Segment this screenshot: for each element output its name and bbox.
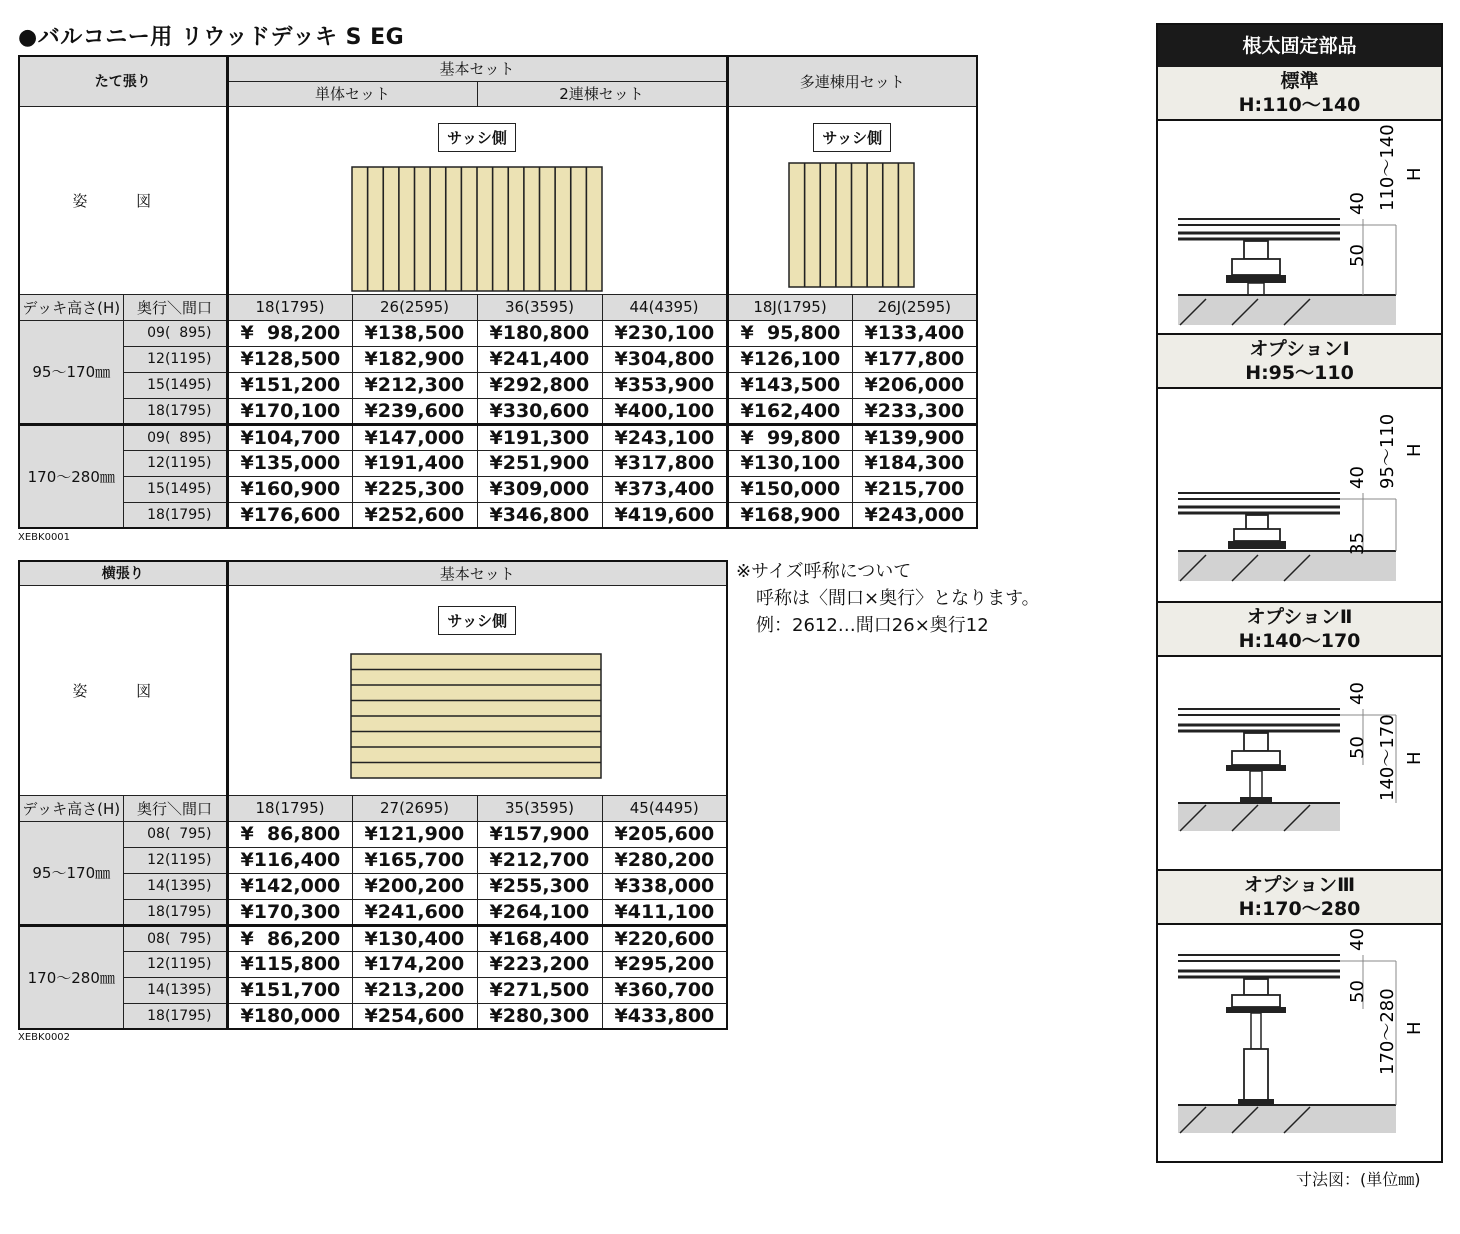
table-row — [19, 502, 977, 528]
price-cell: ¥142,000 — [227, 873, 352, 899]
price-cell: ¥206,000 — [852, 372, 977, 398]
price-cell: ¥220,600 — [602, 925, 727, 951]
dim-label: 95～110 — [1377, 413, 1398, 489]
section-name: 標準 — [1280, 70, 1319, 92]
price-cell: ¥ 98,200 — [227, 320, 352, 346]
price-cell: ¥419,600 — [602, 502, 727, 528]
column-header: 36(3595) — [477, 294, 602, 320]
depth-width-header: 奥行＼間口 — [123, 795, 227, 821]
price-cell: ¥121,900 — [352, 821, 477, 847]
dim-label: 110～140 — [1377, 124, 1398, 211]
vertical-deck-drawing-multi — [788, 162, 916, 290]
table2-code: XEBK0002 — [18, 1032, 71, 1043]
table1-code: XEBK0001 — [18, 532, 71, 543]
deck-height-cell: 170～280㎜ — [19, 925, 123, 1029]
price-cell: ¥162,400 — [727, 398, 852, 424]
depth-cell: 18(1795) — [123, 899, 227, 925]
price-cell: ¥338,000 — [602, 873, 727, 899]
table1-corner: たて張り — [19, 56, 227, 106]
table-row — [19, 899, 727, 925]
price-cell: ¥213,200 — [352, 977, 477, 1003]
depth-cell: 18(1795) — [123, 1003, 227, 1029]
price-cell: ¥135,000 — [227, 450, 352, 476]
table1-multi-set: 多連棟用セット — [727, 56, 977, 106]
table-row — [19, 847, 727, 873]
price-cell: ¥271,500 — [477, 977, 602, 1003]
vertical-deck-figure-main — [227, 106, 727, 294]
price-cell: ¥115,800 — [227, 951, 352, 977]
price-cell: ¥205,600 — [602, 821, 727, 847]
note-line: 呼称は〈間口×奥行〉となります。 — [756, 588, 1040, 609]
dim-label: H — [1404, 751, 1425, 765]
horizontal-deck-figure — [227, 585, 727, 795]
dim-label: H — [1404, 167, 1425, 181]
dim-label: 50 — [1347, 244, 1368, 267]
price-cell: ¥304,800 — [602, 346, 727, 372]
price-cell: ¥170,100 — [227, 398, 352, 424]
section-figure-option-1 — [1158, 389, 1441, 601]
price-cell: ¥239,600 — [352, 398, 477, 424]
price-cell: ¥147,000 — [352, 424, 477, 450]
vertical-deck-figure-multi — [727, 106, 977, 294]
depth-cell: 14(1395) — [123, 873, 227, 899]
size-naming-note — [736, 558, 1040, 639]
table-row — [19, 398, 977, 424]
price-cell: ¥182,900 — [352, 346, 477, 372]
price-cell: ¥353,900 — [602, 372, 727, 398]
price-cell: ¥241,400 — [477, 346, 602, 372]
dim-label: H — [1404, 1021, 1425, 1035]
section-header-standard — [1158, 67, 1441, 121]
price-cell: ¥252,600 — [352, 502, 477, 528]
section-name: オプションⅢ — [1243, 874, 1356, 896]
depth-cell: 18(1795) — [123, 398, 227, 424]
price-cell: ¥433,800 — [602, 1003, 727, 1029]
price-cell: ¥360,700 — [602, 977, 727, 1003]
section-range: H:110～140 — [1238, 94, 1361, 116]
column-header: 35(3595) — [477, 795, 602, 821]
price-cell: ¥280,300 — [477, 1003, 602, 1029]
price-cell: ¥ 86,800 — [227, 821, 352, 847]
option1-bracket-diagram — [1158, 389, 1441, 601]
section-name: オプションⅠ — [1249, 338, 1350, 360]
price-cell: ¥280,200 — [602, 847, 727, 873]
column-header: 26(2595) — [352, 294, 477, 320]
price-cell: ¥180,000 — [227, 1003, 352, 1029]
section-figure-option-3 — [1158, 925, 1441, 1139]
price-cell: ¥230,100 — [602, 320, 727, 346]
price-cell: ¥170,300 — [227, 899, 352, 925]
table1-basic-set: 基本セット — [227, 56, 727, 81]
column-header: 18(1795) — [227, 795, 352, 821]
column-header: 27(2695) — [352, 795, 477, 821]
section-range: H:95～110 — [1245, 362, 1354, 384]
price-cell: ¥126,100 — [727, 346, 852, 372]
price-cell: ¥139,900 — [852, 424, 977, 450]
price-cell: ¥151,200 — [227, 372, 352, 398]
section-figure-standard — [1158, 121, 1441, 333]
price-cell: ¥292,800 — [477, 372, 602, 398]
section-header-option-3 — [1158, 869, 1441, 925]
option2-bracket-diagram — [1158, 657, 1441, 869]
price-cell: ¥176,600 — [227, 502, 352, 528]
standard-bracket-diagram — [1158, 121, 1441, 333]
price-cell: ¥191,300 — [477, 424, 602, 450]
column-header: 44(4395) — [602, 294, 727, 320]
price-cell: ¥ 99,800 — [727, 424, 852, 450]
price-cell: ¥133,400 — [852, 320, 977, 346]
table-row — [19, 977, 727, 1003]
price-cell: ¥150,000 — [727, 476, 852, 502]
price-cell: ¥157,900 — [477, 821, 602, 847]
vertical-deck-price-table — [18, 55, 978, 529]
table-row — [19, 873, 727, 899]
table-row — [19, 476, 977, 502]
price-cell: ¥243,100 — [602, 424, 727, 450]
dim-label: 50 — [1347, 980, 1368, 1003]
price-cell: ¥ 86,200 — [227, 925, 352, 951]
depth-cell: 12(1195) — [123, 951, 227, 977]
price-cell: ¥373,400 — [602, 476, 727, 502]
price-cell: ¥243,000 — [852, 502, 977, 528]
price-cell: ¥177,800 — [852, 346, 977, 372]
section-range: H:140～170 — [1238, 630, 1361, 652]
horizontal-deck-price-table — [18, 560, 728, 1030]
depth-width-header: 奥行＼間口 — [123, 294, 227, 320]
price-cell: ¥128,500 — [227, 346, 352, 372]
price-cell: ¥241,600 — [352, 899, 477, 925]
section-range: H:170～280 — [1238, 898, 1361, 920]
price-cell: ¥411,100 — [602, 899, 727, 925]
price-cell: ¥138,500 — [352, 320, 477, 346]
height-header: デッキ高さ(H) — [19, 294, 123, 320]
table-row — [19, 424, 977, 450]
price-cell: ¥330,600 — [477, 398, 602, 424]
price-cell: ¥130,100 — [727, 450, 852, 476]
depth-cell: 09( 895) — [123, 424, 227, 450]
price-cell: ¥346,800 — [477, 502, 602, 528]
horizontal-deck-drawing — [350, 653, 604, 781]
price-cell: ¥225,300 — [352, 476, 477, 502]
table-row — [19, 1003, 727, 1029]
price-cell: ¥400,100 — [602, 398, 727, 424]
price-cell: ¥309,000 — [477, 476, 602, 502]
height-header: デッキ高さ(H) — [19, 795, 123, 821]
sash-side-label: サッシ側 — [438, 123, 516, 152]
price-cell: ¥165,700 — [352, 847, 477, 873]
unit-note: 寸法図：(単位㎜) — [1296, 1170, 1421, 1189]
price-cell: ¥130,400 — [352, 925, 477, 951]
price-cell: ¥254,600 — [352, 1003, 477, 1029]
depth-cell: 18(1795) — [123, 502, 227, 528]
table-row — [19, 450, 977, 476]
price-cell: ¥116,400 — [227, 847, 352, 873]
section-header-option-1 — [1158, 333, 1441, 389]
section-header-option-2 — [1158, 601, 1441, 657]
depth-cell: 08( 795) — [123, 821, 227, 847]
table-row — [19, 320, 977, 346]
dim-label: 50 — [1347, 736, 1368, 759]
price-cell: ¥184,300 — [852, 450, 977, 476]
table-row — [19, 925, 727, 951]
table-row — [19, 372, 977, 398]
price-cell: ¥200,200 — [352, 873, 477, 899]
dim-label: H — [1404, 443, 1425, 457]
table1-figure-label: 姿 図 — [19, 106, 227, 294]
table2-basic-set: 基本セット — [227, 561, 727, 585]
price-cell: ¥180,800 — [477, 320, 602, 346]
table2-corner: 横張り — [19, 561, 227, 585]
price-cell: ¥104,700 — [227, 424, 352, 450]
sash-side-label-multi: サッシ側 — [813, 123, 891, 152]
column-header: 18J(1795) — [727, 294, 852, 320]
table2-figure-label: 姿 図 — [19, 585, 227, 795]
price-cell: ¥191,400 — [352, 450, 477, 476]
depth-cell: 12(1195) — [123, 450, 227, 476]
section-figure-option-2 — [1158, 657, 1441, 869]
table1-double-set: 2連棟セット — [477, 81, 727, 106]
side-panel-title: 根太固定部品 — [1158, 25, 1441, 67]
price-cell: ¥151,700 — [227, 977, 352, 1003]
table1-single-set: 単体セット — [227, 81, 477, 106]
price-cell: ¥233,300 — [852, 398, 977, 424]
note-line: 例：2612…間口26×奥行12 — [756, 615, 989, 636]
section-name: オプションⅡ — [1246, 606, 1353, 628]
price-cell: ¥174,200 — [352, 951, 477, 977]
dim-label: 170～280 — [1377, 988, 1398, 1075]
price-cell: ¥ 95,800 — [727, 320, 852, 346]
price-cell: ¥223,200 — [477, 951, 602, 977]
depth-cell: 09( 895) — [123, 320, 227, 346]
price-cell: ¥317,800 — [602, 450, 727, 476]
option3-bracket-diagram — [1158, 925, 1441, 1139]
depth-cell: 12(1195) — [123, 346, 227, 372]
depth-cell: 08( 795) — [123, 925, 227, 951]
column-header: 45(4495) — [602, 795, 727, 821]
depth-cell: 12(1195) — [123, 847, 227, 873]
dim-label: 40 — [1347, 928, 1368, 951]
note-line: ※サイズ呼称について — [736, 561, 912, 582]
page-title: ●バルコニー用 リウッドデッキ S EG — [18, 25, 405, 50]
table-row — [19, 951, 727, 977]
sash-side-label: サッシ側 — [438, 606, 516, 635]
price-cell: ¥295,200 — [602, 951, 727, 977]
price-cell: ¥143,500 — [727, 372, 852, 398]
depth-cell: 14(1395) — [123, 977, 227, 1003]
joist-fixing-parts-panel — [1156, 23, 1443, 1163]
dim-label: 140～170 — [1377, 714, 1398, 801]
price-cell: ¥168,900 — [727, 502, 852, 528]
dim-label: 40 — [1347, 682, 1368, 705]
dim-label: 40 — [1347, 466, 1368, 489]
table-row — [19, 821, 727, 847]
price-cell: ¥255,300 — [477, 873, 602, 899]
price-cell: ¥251,900 — [477, 450, 602, 476]
price-cell: ¥215,700 — [852, 476, 977, 502]
depth-cell: 15(1495) — [123, 476, 227, 502]
depth-cell: 15(1495) — [123, 372, 227, 398]
vertical-deck-drawing — [351, 166, 603, 294]
dim-label: 40 — [1347, 192, 1368, 215]
column-header: 26J(2595) — [852, 294, 977, 320]
deck-height-cell: 95～170㎜ — [19, 821, 123, 925]
price-cell: ¥212,700 — [477, 847, 602, 873]
price-cell: ¥168,400 — [477, 925, 602, 951]
deck-height-cell: 95～170㎜ — [19, 320, 123, 424]
price-cell: ¥160,900 — [227, 476, 352, 502]
dim-label: 35 — [1347, 532, 1368, 555]
price-cell: ¥264,100 — [477, 899, 602, 925]
column-header: 18(1795) — [227, 294, 352, 320]
price-cell: ¥212,300 — [352, 372, 477, 398]
deck-height-cell: 170～280㎜ — [19, 424, 123, 528]
table-row — [19, 346, 977, 372]
